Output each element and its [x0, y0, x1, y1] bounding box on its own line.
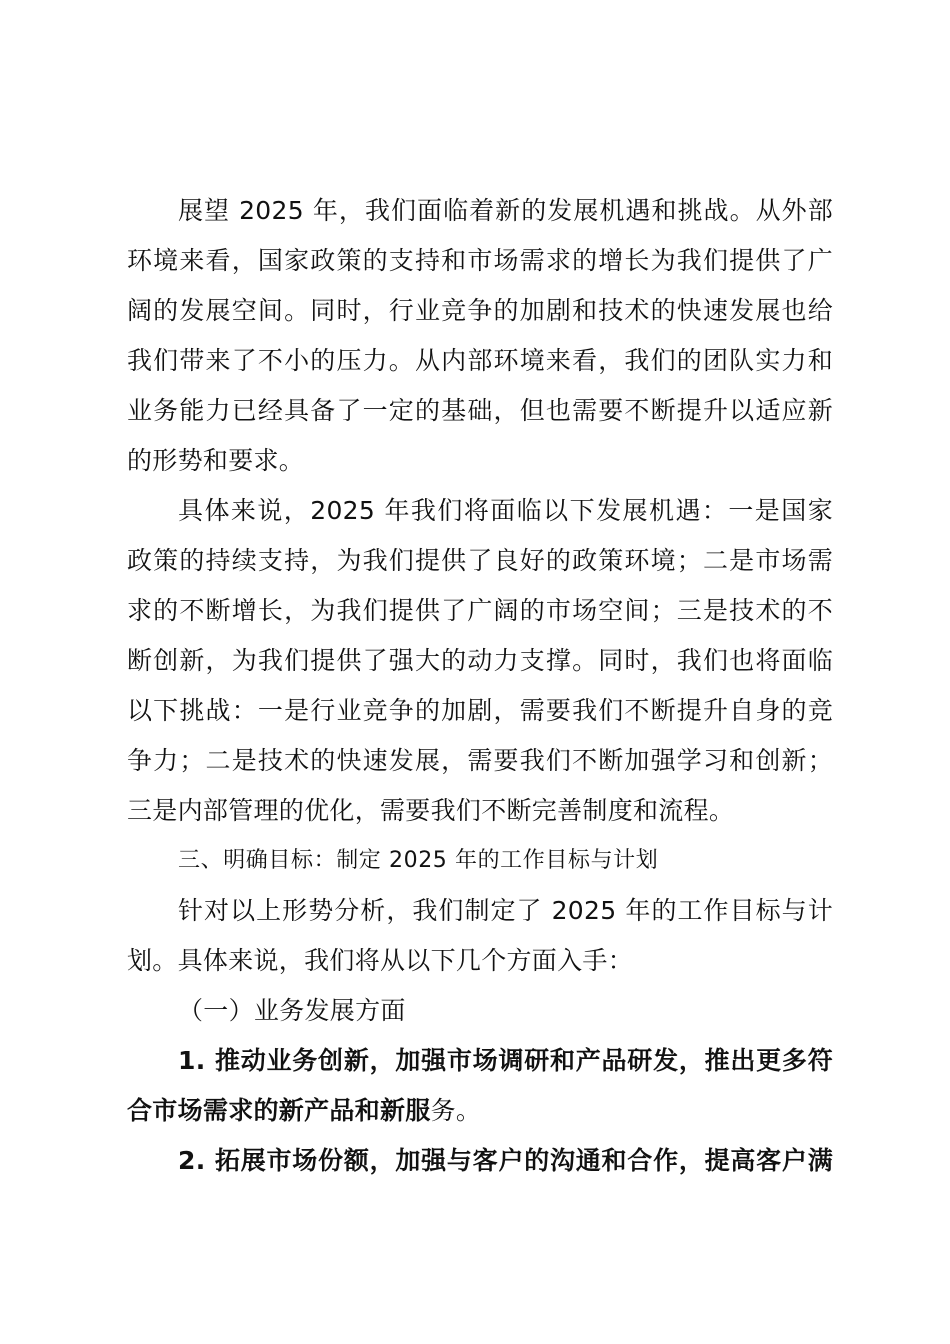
- paragraph-line: 阔的发展空间。同时，行业竞争的加剧和技术的快速发展也给: [127, 296, 833, 325]
- list-item-innovation: [127, 1036, 833, 1136]
- document-body: [127, 186, 833, 1186]
- paragraph-line: 环境来看，国家政策的支持和市场需求的增长为我们提供了广: [127, 246, 833, 275]
- paragraph-line: 划。具体来说，我们将从以下几个方面入手：: [127, 946, 634, 975]
- paragraph-line: 争力；二是技术的快速发展，需要我们不断加强学习和创新；: [127, 746, 833, 775]
- section-heading: 三、明确目标：制定 2025 年的工作目标与计划: [178, 848, 659, 873]
- paragraph-line: 以下挑战：一是行业竞争的加剧，需要我们不断提升自身的竞: [127, 696, 833, 725]
- list-item-tail: 务。: [430, 1096, 482, 1125]
- list-item-text: 合市场需求的新产品和新服: [127, 1096, 431, 1125]
- paragraph-line: 的形势和要求。: [127, 446, 305, 475]
- subsection-heading: （一）业务发展方面: [178, 996, 406, 1025]
- paragraph-line: 政策的持续支持，为我们提供了良好的政策环境；二是市场需: [127, 546, 833, 575]
- subsection-heading-business: [127, 986, 833, 1036]
- list-item-line: [127, 1086, 833, 1136]
- list-item-market-share: [127, 1136, 833, 1186]
- paragraph-line: 具体来说，2025 年我们将面临以下发展机遇：一是国家: [178, 496, 833, 525]
- paragraph-line: 展望 2025 年，我们面临着新的发展机遇和挑战。从外部: [178, 196, 833, 225]
- list-item-line: 1. 推动业务创新，加强市场调研和产品研发，推出更多符: [178, 1046, 833, 1075]
- list-item-line: 2. 拓展市场份额，加强与客户的沟通和合作，提高客户满: [178, 1146, 833, 1175]
- paragraph-analysis: [127, 886, 833, 986]
- paragraph-opportunities-challenges: [127, 486, 833, 836]
- section-heading-goals: [127, 836, 833, 886]
- paragraph-line: 针对以上形势分析，我们制定了 2025 年的工作目标与计: [178, 896, 833, 925]
- paragraph-line: 我们带来了不小的压力。从内部环境来看，我们的团队实力和: [127, 346, 833, 375]
- paragraph-line: 求的不断增长，为我们提供了广阔的市场空间；三是技术的不: [127, 596, 833, 625]
- paragraph-line: 断创新，为我们提供了强大的动力支撑。同时，我们也将面临: [127, 646, 833, 675]
- paragraph-line: 业务能力已经具备了一定的基础，但也需要不断提升以适应新: [127, 396, 833, 425]
- paragraph-outlook: [127, 186, 833, 486]
- paragraph-line: 三是内部管理的优化，需要我们不断完善制度和流程。: [127, 796, 735, 825]
